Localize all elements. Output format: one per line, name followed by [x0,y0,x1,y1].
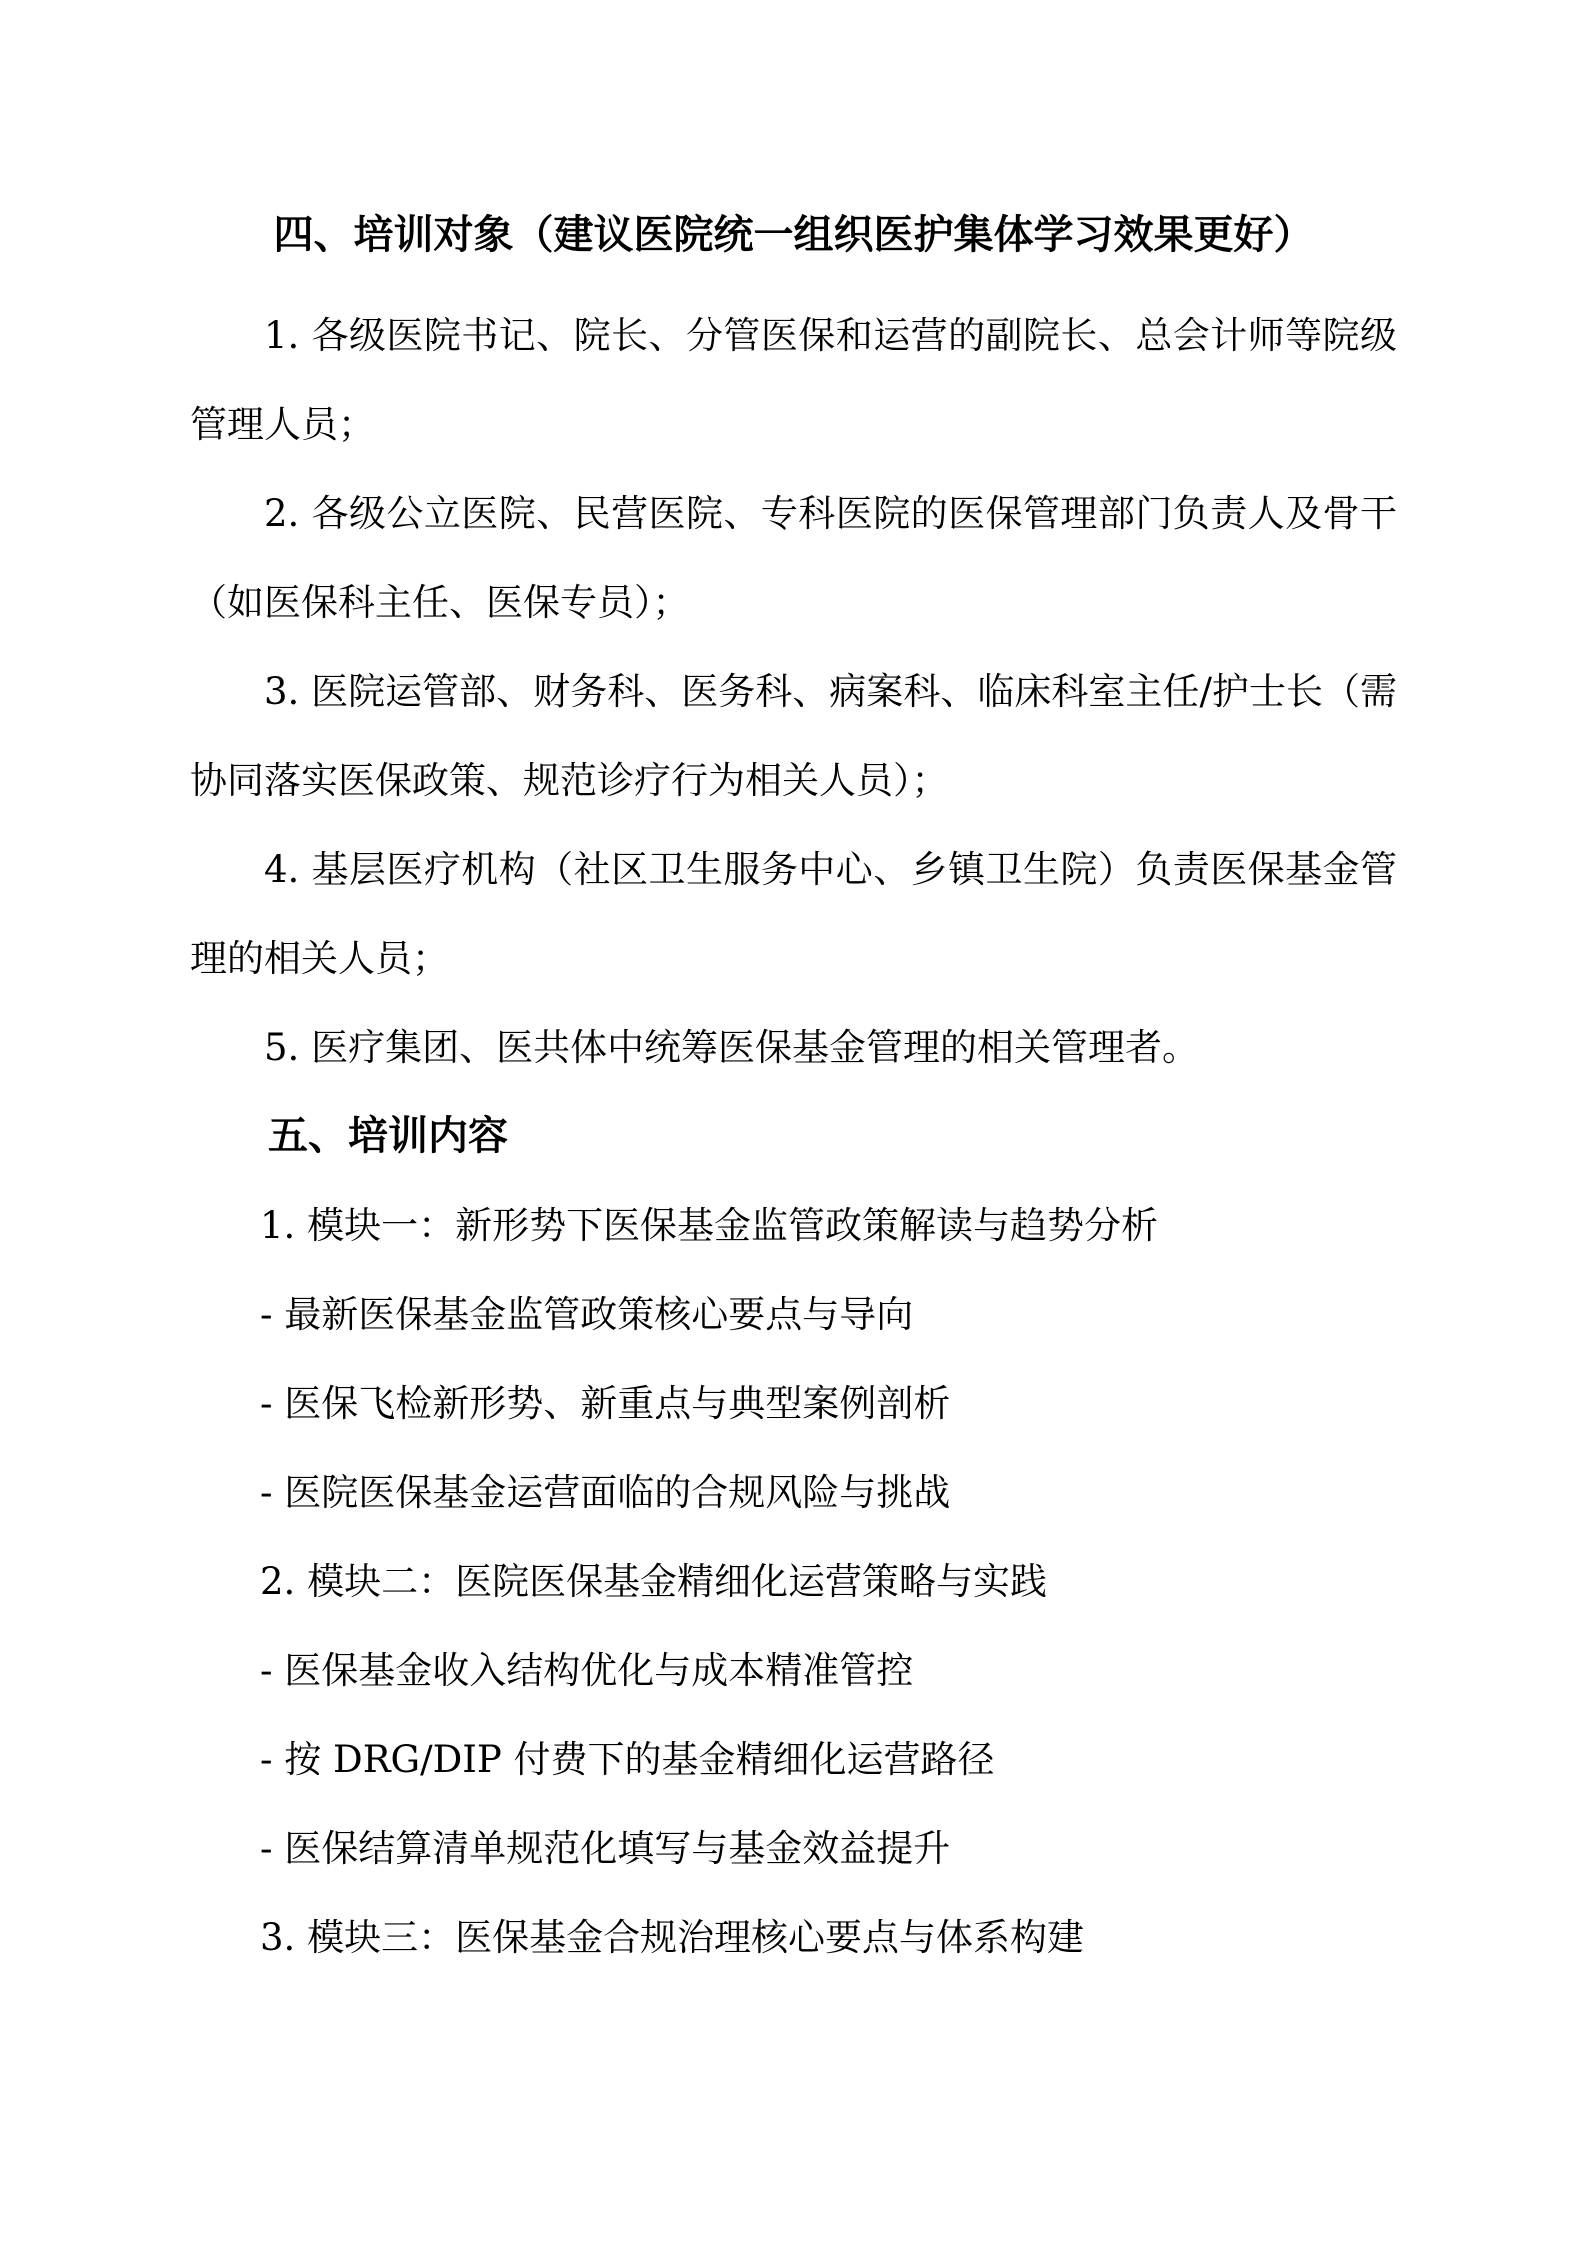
section-heading-training-content: 五、培训内容 [268,1113,508,1159]
training-content-bullet-3: - 医院医保基金运营面临的合规风险与挑战 [260,1471,951,1514]
training-content-bullet-1: - 最新医保基金监管政策核心要点与导向 [260,1293,914,1336]
training-content-bullet-5: - 按 DRG/DIP 付费下的基金精细化运营路径 [260,1738,995,1781]
training-target-paragraph-3: 3. 医院运管部、财务科、医务科、病案科、临床科室主任/护士长（需协同落实医保政策、规范诊疗行为相关人员）； [190,670,1397,802]
training-target-paragraph-2: 2. 各级公立医院、民营医院、专科医院的医保管理部门负责人及骨干（如医保科主任、医保专员）； [190,492,1397,624]
training-target-paragraph-5: 5. 医疗集团、医共体中统筹医保基金管理的相关管理者。 [264,1026,1200,1069]
training-target-paragraph-1: 1. 各级医院书记、院长、分管医保和运营的副院长、总会计师等院级管理人员； [190,314,1397,446]
training-content-module-1: 1. 模块一：新形势下医保基金监管政策解读与趋势分析 [260,1204,1159,1247]
training-content-module-3: 3. 模块三：医保基金合规治理核心要点与体系构建 [260,1916,1085,1959]
section-heading-training-targets: 四、培训对象（建议医院统一组织医护集体学习效果更好） [273,212,1314,258]
training-content-bullet-6: - 医保结算清单规范化填写与基金效益提升 [260,1827,951,1870]
training-content-bullet-2: - 医保飞检新形势、新重点与典型案例剖析 [260,1382,951,1425]
document-body [190,291,1397,1982]
training-content-module-2: 2. 模块二：医院医保基金精细化运营策略与实践 [260,1560,1048,1603]
training-content-bullet-4: - 医保基金收入结构优化与成本精准管控 [260,1649,914,1692]
training-target-paragraph-4: 4. 基层医疗机构（社区卫生服务中心、乡镇卫生院）负责医保基金管理的相关人员； [190,848,1397,980]
